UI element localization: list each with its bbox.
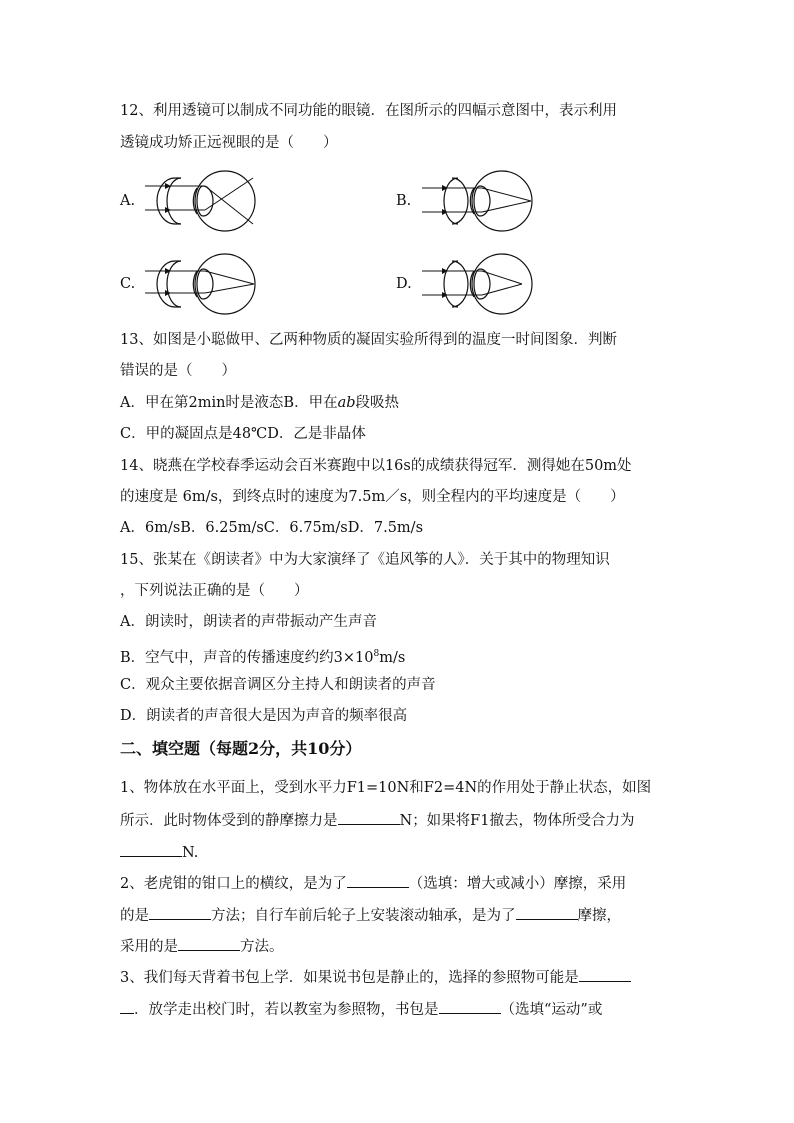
q13-opt1-pre: A．甲在第2min时是液态B．甲在 [120,395,338,411]
f3-line1-pre: 3、我们每天背着书包上学．如果说书包是静止的，选择的参照物可能是 [120,970,579,986]
answer-blank[interactable] [516,904,578,920]
f2-line1 [120,872,626,894]
q15-optb-post: m/s [379,649,406,666]
f1-line2-post: N；如果将F1撤去，物体所受合力为 [399,813,635,829]
eye-diagram-b [422,170,537,232]
q13-option-line2: C．甲的凝固点是48℃D．乙是非晶体 [120,426,366,442]
q12-line1: 12、利用透镜可以制成不同功能的眼镜．在图所示的四幅示意图中，表示利用 [120,103,617,119]
f3-line1 [120,966,631,988]
f1-line2-pre: 所示．此时物体受到的静摩擦力是 [120,813,338,829]
answer-blank[interactable] [149,904,211,920]
answer-blank[interactable] [439,998,501,1014]
f1-line2 [120,809,634,831]
f2-line3-post: 方法。 [240,939,284,955]
q14-line2: 的速度是 6m/s，到终点时的速度为7.5m／s，则全程内的平均速度是（ ） [120,489,625,505]
q13-opt1-post: 段吸热 [355,395,400,411]
q15-optb-pre: B．空气中，声音的传播速度约约3×10 [120,649,374,666]
q15-option-d: D．朗读者的声音很大是因为声音的频率很高 [120,708,408,724]
option-d-label: D. [396,276,412,292]
q13-option-line1 [120,393,399,413]
eye-diagram-d [422,253,537,315]
f1-line3 [120,841,198,863]
f2-line1-pre: 2、老虎钳的钳口上的横纹，是为了 [120,876,347,892]
f2-line2-pre: 的是 [120,908,149,924]
q15-option-c: C．观众主要依据音调区分主持人和朗读者的声音 [120,677,436,693]
q15-line1: 15、张某在《朗读者》中为大家演绎了《追风筝的人》．关于其中的物理知识 [120,552,610,568]
option-a-label: A. [120,193,136,209]
eye-diagram-a [145,170,260,232]
section-heading: 二、填空题（每题2分，共10分） [120,739,362,758]
q13-line1: 13、如图是小聪做甲、乙两种物质的凝固实验所得到的温度一时间图象．判断 [120,332,617,348]
q14-options: A．6m/sB．6.25m/sC．6.75m/sD．7.5m/s [120,520,424,536]
q15-optb-exponent: 8 [373,649,380,659]
option-b-label: B. [396,193,412,209]
f3-line2-pre: ．放学走出校门时，若以教室为参照物，书包是 [134,1002,439,1018]
f2-line2 [120,904,621,926]
q13-line2: 错误的是（ ） [120,363,236,379]
f3-line2 [120,998,602,1020]
f2-line3 [120,935,284,957]
answer-blank[interactable] [347,872,409,888]
f2-line2-mid: 方法；自行车前后轮子上安装滚动轴承，是为了 [211,908,516,924]
q15-line2: ，下列说法正确的是（ ） [120,583,309,599]
f1-line1: 1、物体放在水平面上，受到水平力F1=10N和F2=4N的作用处于静止状态，如图 [120,780,652,796]
q14-line1: 14、晓燕在学校春季运动会百米赛跑中以16s的成绩获得冠军．测得她在50m处 [120,458,632,474]
f2-line1-post: （选填：增大或减小）摩擦，采用 [408,876,627,892]
option-c-label: C. [120,276,136,292]
answer-blank[interactable] [178,935,240,951]
f3-line2-post: （选填“运动”或 [500,1002,603,1018]
q12-line2: 透镜成功矫正远视眼的是（ ） [120,135,338,151]
answer-blank[interactable] [338,809,400,825]
answer-blank[interactable] [120,998,134,1014]
q15-option-b [120,644,405,668]
answer-blank[interactable] [579,966,631,982]
q13-opt1-ab: ab [337,395,356,411]
eye-diagram-c [145,253,260,315]
f2-line2-post: 摩擦， [577,908,621,924]
f2-line3-pre: 采用的是 [120,939,178,955]
q15-option-a: A．朗读时，朗读者的声带振动产生声音 [120,614,377,630]
f1-line3-post: N. [182,845,199,861]
answer-blank[interactable] [120,841,182,857]
